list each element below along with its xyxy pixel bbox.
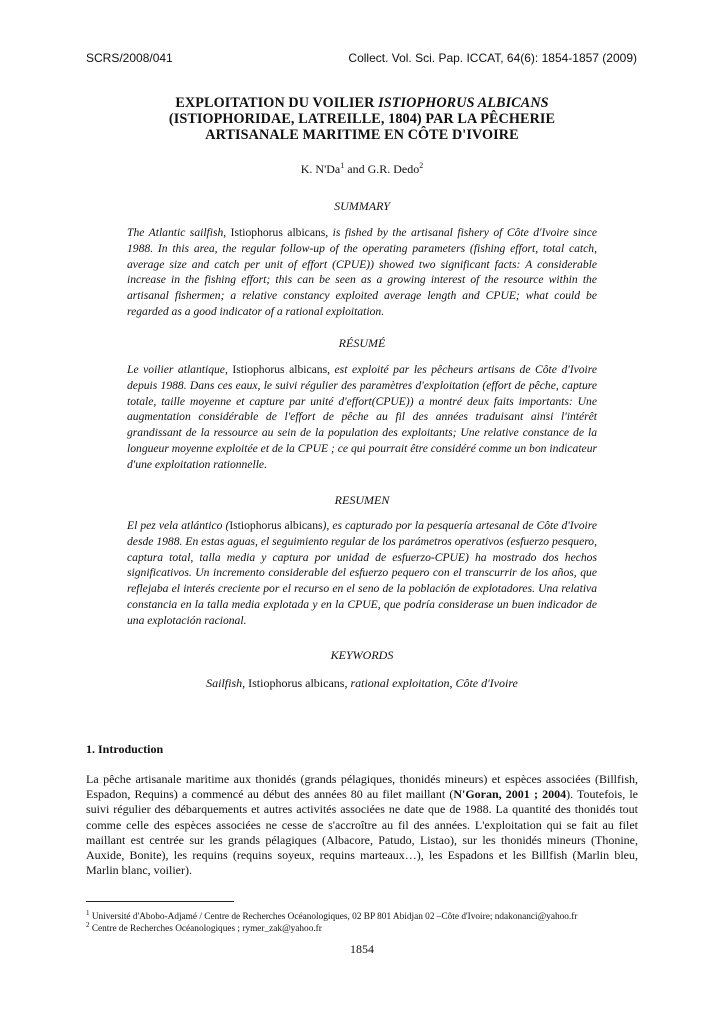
title-line-1: EXPLOITATION DU VOILIER ISTIOPHORUS ALBICANS [175,95,549,111]
running-header-code: SCRS/2008/041 [86,51,173,65]
resumen-text: El pez vela atlántico (Istiophorus albicans), es capturado por la pesquería artesanal de Côte d'Ivoire desde 1988. En estas aguas, el seguimiento regular de los parámetros operativos (esfuerzo pesquero, captura total, talla media y captura por unidad de esfuerzo-CPUE) ha mostrado dos hechos significativos. Un incremento considerable del esfuerzo pequero con el transcurrir de los años, que reflejaba el interés creciente por el recurso en el seno de la población de explotadores. Una relativa constancia en la talla media explotada y en la CPUE, que podría considerase un buen indicador de una explotación racional. [127,519,597,627]
page-number: 1854 [350,942,374,956]
summary-species: Istiophorus albicans [230,226,326,239]
resume-species: Istiophorus albicans [232,363,328,376]
intro-paragraph: La pêche artisanale maritime aux thonidés (grands pélagiques, thonidés mineurs) et espèces associées (Billfish, Espadon, Requins) a commencé au début des années 80 au filet maillant (N'Goran, 2001 ; 2004). Toutefois, le suivi régulier des débarquements et autres activités associées ne date que de 1988. La quantité des thonidés tout comme celle des espèces associées ne cesse de s'accroître au fil des années. L'exploitation qui se fait au filet maillant est centrée sur les grands pélagiques (Albacore, Patudo, Listao), sur les thonidés mineurs (Thonine, Auxide, Bonite), les requins (requins soyeux, requins marteaux…), les Espadons et les Billfish (Marlin bleu, Marlin blanc, voilier). [86,772,638,878]
resume-text: Le voilier atlantique, Istiophorus albicans, est exploité par les pêcheurs artisans de Côte d'Ivoire depuis 1988. Dans ces eaux, le suivi régulier des paramètres d'exploitation (effort de pêche, capture totale, taille moyenne et capture par unité d'effort(CPUE)) a montré deux faits importants: Une augmentation considérable de l'effort de pêche au fil des années traduisant ainsi l'intérêt grandissant de la ressource au sein de la population des exploitants; Une relative constance de la longueur moyenne exploitée et de la CPUE ; ce qui pourrait être considéré comme un bon indicateur d'une exploitation rationnelle. [127,363,597,471]
keywords-text: Sailfish, Istiophorus albicans, rational exploitation, Côte d'Ivoire [206,676,518,690]
author-1-note: 1 [340,161,345,170]
title-species: ISTIOPHORUS ALBICANS [378,95,549,111]
intro-reference: N'Goran, 2001 ; 2004 [453,787,567,802]
running-header-citation: Collect. Vol. Sci. Pap. ICCAT, 64(6): 1854-1857 (2009) [348,51,637,65]
authors: K. N'Da$^1$ and G.R. Dedo$^2$ [300,161,424,176]
summary-heading: SUMMARY [334,199,390,213]
resume-heading: RÉSUMÉ [338,336,386,350]
footnote-1: $^1$ Université d'Abobo-Adjamé / Centre de Recherches Océanologiques, 02 BP 801 Abidjan 02 –Côte d'Ivoire; ndakonanci@yahoo.fr [86,909,578,923]
intro-heading: 1. Introduction [86,742,164,756]
footnote-rule [86,901,234,902]
keywords-heading: KEYWORDS [330,648,394,662]
keywords-species: Istiophorus albicans [248,676,345,690]
summary-text: The Atlantic sailfish, Istiophorus albicans, is fished by the artisanal fishery of Côte d'Ivoire since 1988. In this area, the regular follow-up of the operating parameters (fishing effort, total catch, average size and catch per unit of effort (CPUE)) showed two significant facts: A considerable increase in the fishing effort; this can be seen as a growing interest of the resource within the artisanal fishermen; a relative constancy exploited average length and CPUE; what could be regarded as a good indicator of a rational exploitation. [127,226,597,318]
author-2-note: 2 [419,161,424,170]
author-2: G.R. Dedo [367,162,420,176]
title-line-2: (ISTIOPHORIDAE, LATREILLE, 1804) PAR LA PÊCHERIE [168,111,556,127]
footnote-2: $^2$ Centre de Recherches Océanologiques ; rymer_zak@yahoo.fr [86,921,322,935]
author-1: K. N'Da [300,162,341,176]
resumen-species: Istiophorus albicans [229,519,323,532]
resumen-heading: RESUMEN [334,493,390,507]
title-line-3: ARTISANALE MARITIME EN CÔTE D'IVOIRE [205,127,519,143]
